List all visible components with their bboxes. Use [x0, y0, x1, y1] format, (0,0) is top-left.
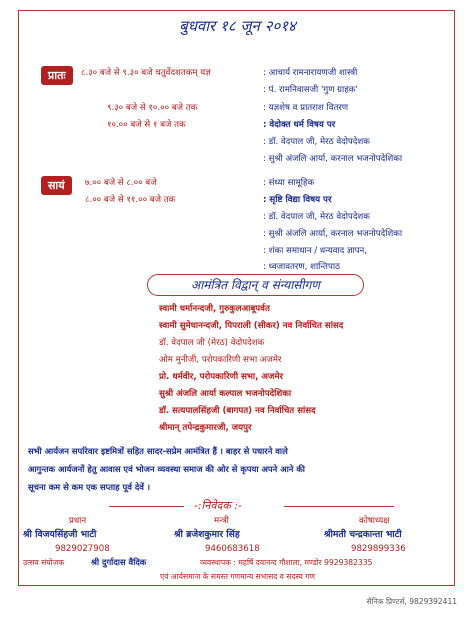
invitation-line: सभी आर्यजन सपरिवार इष्टमित्रों सहित सादर-सप्रेम आमंत्रित हैं । बाहर से पधारने वाले: [28, 446, 288, 456]
official-role: प्रधान: [69, 516, 87, 526]
official-name: श्री ब्रजेशकुमार सिंह: [174, 529, 240, 540]
evening-text-1: : संध्या सामूहिक: [263, 178, 315, 188]
morning-text-3: : यज्ञशेष व प्रातराश वितरण: [263, 103, 349, 113]
official-role: कोषाध्यक्ष: [359, 516, 390, 526]
official-role: मन्त्री: [214, 516, 229, 526]
printer-credit: सैनिक प्रिण्टर्स, 9829392411: [366, 597, 457, 606]
morning-label: प्रातः: [41, 66, 73, 85]
organizer-prefix: उत्सव संयोजक: [23, 558, 65, 567]
divider-right: [284, 506, 394, 507]
evening-time-1: ७.०० बजे से ८.०० बजे: [85, 178, 157, 188]
invited-item: प्रो. धर्मवीर, परोपकारिणी सभा, अजमेर: [159, 372, 284, 382]
invitation-card: [18, 10, 455, 586]
invited-item: डॉ. वेदपाल जी (मेरठ) वेदोपदेशक: [159, 338, 265, 348]
evening-text-3: : डॉ. वेदपाल जी, मेरठ वेदोपदेशक: [263, 212, 370, 222]
invited-item: ओम मुनीजी, परोपकारिणी सभा अजमेर: [159, 355, 282, 365]
morning-text-5: : डॉ. वेदपाल जी, मेरठ वेदोपदेशक: [263, 137, 370, 147]
morning-text-1: : आचार्य रामनारायणजी शास्त्री: [263, 68, 358, 78]
official-phone: 9829027908: [55, 544, 110, 554]
organizer-name: श्री दुर्गादास वैदिक: [91, 557, 147, 567]
organizer-suffix: व्यवस्थापक : महर्षि दयानन्द गौशाला, मण्डोर 9929382335: [200, 558, 373, 567]
evening-text-2: : सृष्टि विद्या विषय पर: [263, 195, 332, 205]
invitation-line: आगुन्तक आर्यजनों हेतु आवास एवं भोजन व्यवस्था समाज की ओर से कृपया अपने आने की: [28, 464, 305, 474]
morning-time-3: १०.०० बजे से १ बजे तक: [107, 120, 186, 130]
morning-time-1: ८.३० बजे से ९.३० बजे चतुर्वेदशतकम् यज्ञ: [81, 68, 211, 78]
evening-text-6: : ध्वजावतरण, शान्तिपाठ: [263, 262, 341, 272]
evening-text-4: : सुश्री अंजलि आर्या, करनाल भजनोपदेशिका: [263, 229, 403, 239]
morning-text-4: : वेदोक्त धर्म विषय पर: [263, 120, 336, 130]
invited-item: स्वामी सुमेधानन्दजी, पिपराली (सीकर) नव निर्वाचित सांसद: [159, 321, 344, 331]
divider-left: [109, 506, 184, 507]
morning-text-2: : पं. रामनिवासजी 'गुण ग्राहक': [263, 85, 358, 95]
morning-time-2: ९.३० बजे से १०.०० बजे तक: [107, 103, 198, 113]
page-title: बुधवार १८ जून २०१४: [179, 17, 296, 35]
official-name: श्री विजयसिंहजी भाटी: [23, 529, 97, 540]
invited-item: श्रीमान् तपेन्द्रकुमारजी, जयपुर: [159, 423, 252, 433]
invitation-line: सूचना कम से कम एक सप्ताह पूर्व देवें ।: [28, 482, 151, 492]
official-phone: 9829899336: [351, 544, 406, 554]
invited-item: सुश्री अंजलि आर्या कल्पाल भजनोपदेशिका: [159, 389, 292, 399]
invited-heading: आमंत्रित विद्वान् व संन्यासीगण: [147, 274, 364, 296]
bottom-line: एवं आर्यसमाज के समस्त गणमान्य सभासद व सदस्य गण: [160, 572, 315, 581]
nivedak-heading: -:निवेदक :-: [194, 499, 242, 512]
evening-label: सायं: [41, 176, 72, 195]
evening-time-2: ८.०० बजे से ११.०० बजे तक: [85, 195, 176, 205]
evening-text-5: : शंका समाधान / धन्यवाद ज्ञापन,: [263, 246, 368, 256]
invited-item: डॉ. सत्यपालसिंहजी (बागपत) नव निर्वाचित सांसद: [159, 406, 316, 416]
official-phone: 9460683618: [205, 544, 260, 554]
invited-item: स्वामी धर्मानन्दजी, गुरुकुलआबूपर्वत: [159, 304, 270, 314]
official-name: श्रीमती चन्द्रकान्ता भाटी: [324, 529, 402, 540]
morning-text-6: : सुश्री अंजलि आर्या, करनाल भजनोपदेशिका: [263, 154, 403, 164]
